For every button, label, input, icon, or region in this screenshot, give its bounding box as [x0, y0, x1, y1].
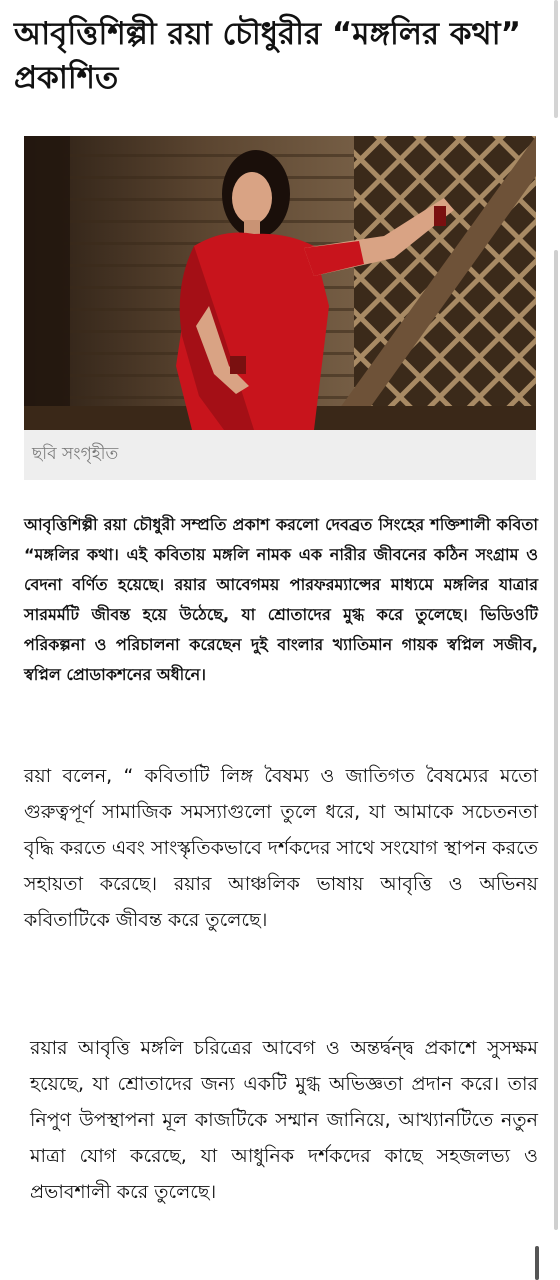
image-caption-bar — [24, 430, 536, 480]
article-title: আবৃত্তিশিল্পী রয়া চৌধুরীর “মঙ্গলির কথা” প্রকাশিত — [14, 16, 521, 96]
scrollbar-track[interactable] — [554, 250, 558, 1230]
scrollbar-track-top[interactable] — [554, 0, 558, 118]
scrollbar-thumb[interactable] — [535, 1246, 539, 1280]
article-photo — [24, 136, 536, 430]
article-paragraph-2: রয়া বলেন, “ কবিতাটি লিঙ্গ বৈষম্য ও জাতিগত বৈষম্যের মতো গুরুত্বপূর্ণ সামাজিক সমস্যাগুলো তুলে ধরে, যা আমাকে সচেতনতা বৃদ্ধি করতে এবং সাংস্কৃতিকভাবে দর্শকদের সাথে সংযোগ স্থাপন করতে সহায়তা করেছে। রয়ার আঞ্চলিক ভাষায় আবৃত্তি ও অভিনয় কবিতাটিকে জীবন্ত করে তুলেছে। — [24, 765, 538, 931]
article-paragraph-1: আবৃত্তিশিল্পী রয়া চৌধুরী সম্প্রতি প্রকাশ করলো দেবব্রত সিংহের শক্তিশালী কবিতা “মঙ্গলির কথা। এই কবিতায় মঙ্গলি নামক এক নারীর জীবনের কঠিন সংগ্রাম ও বেদনা বর্ণিত হয়েছে। রয়ার আবেগময় পারফরম্যান্সের মাধ্যমে মঙ্গলির যাত্রার সারমর্মটি জীবন্ত হয়ে উঠেছে, যা শ্রোতাদের মুগ্ধ করে তুলেছে। ভিডিওটি পরিকল্পনা ও পরিচালনা করেছেন দুই বাংলার খ্যাতিমান গায়ক স্বপ্নিল সজীব, স্বপ্নিল প্রোডাকশনের অধীনে। — [24, 515, 538, 684]
article-paragraph-3: রয়ার আবৃত্তি মঙ্গলি চরিত্রের আবেগ ও অন্তর্দ্বন্দ্ব প্রকাশে সুসক্ষম হয়েছে, যা শ্রোতাদের জন্য একটি মুগ্ধ অভিজ্ঞতা প্রদান করে। তার নিপুণ উপস্থাপনা মূল কাজটিকে সম্মান জানিয়ে, আখ্যানটিতে নতুন মাত্রা যোগ করেছে, যা আধুনিক দর্শকদের কাছে সহজলভ্য ও প্রভাবশালী করে তুলেছে। — [30, 1037, 538, 1203]
image-caption: ছবি সংগৃহীত — [32, 444, 119, 464]
